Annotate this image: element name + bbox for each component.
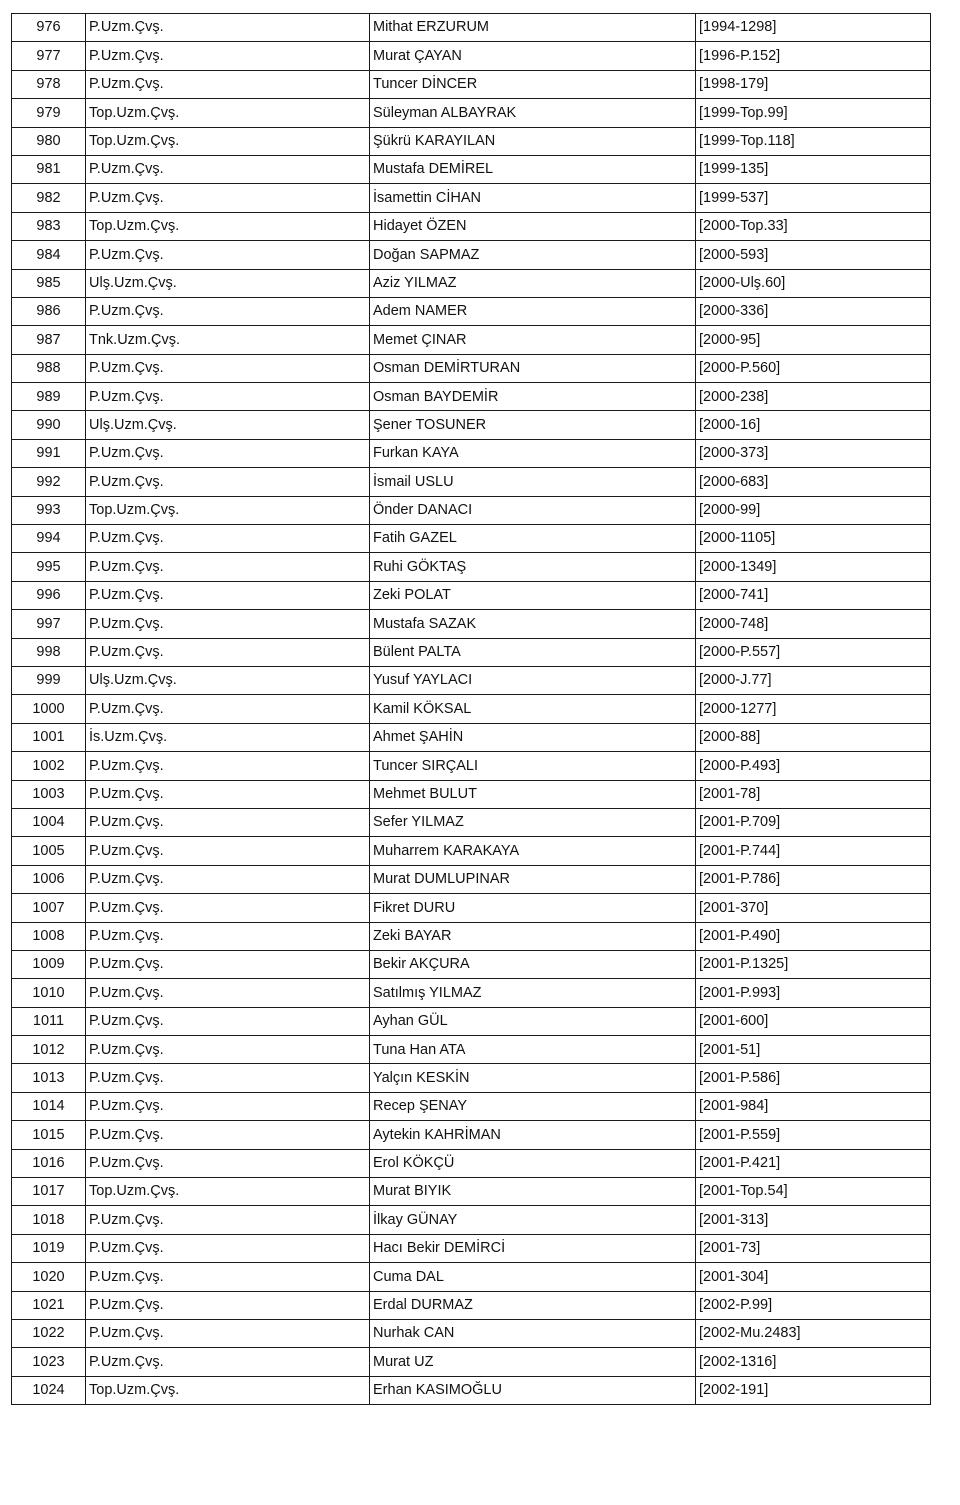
table-row [12,752,931,780]
table-row [12,496,931,524]
registry-code-cell: [2001-600] [696,1007,931,1035]
table-row [12,1149,931,1177]
registry-code-cell: [2002-1316] [696,1348,931,1376]
full-name-cell: Hidayet ÖZEN [370,212,696,240]
row-number-cell: 983 [12,212,86,240]
registry-code-cell: [2000-P.557] [696,638,931,666]
rank-cell: Top.Uzm.Çvş. [86,1376,370,1404]
full-name-cell: Fatih GAZEL [370,525,696,553]
rank-cell: Top.Uzm.Çvş. [86,496,370,524]
rank-cell: P.Uzm.Çvş. [86,1348,370,1376]
registry-code-cell: [2000-1349] [696,553,931,581]
table-row [12,553,931,581]
table-row [12,780,931,808]
rank-cell: P.Uzm.Çvş. [86,1319,370,1347]
full-name-cell: Mithat ERZURUM [370,14,696,42]
table-row [12,610,931,638]
registry-code-cell: [2001-51] [696,1036,931,1064]
rank-cell: P.Uzm.Çvş. [86,894,370,922]
row-number-cell: 978 [12,70,86,98]
personnel-table [11,13,931,1405]
table-row [12,14,931,42]
table-row [12,383,931,411]
registry-code-cell: [2000-741] [696,581,931,609]
rank-cell: P.Uzm.Çvş. [86,525,370,553]
full-name-cell: Murat ÇAYAN [370,42,696,70]
row-number-cell: 1017 [12,1178,86,1206]
full-name-cell: Süleyman ALBAYRAK [370,99,696,127]
full-name-cell: Tuncer SIRÇALI [370,752,696,780]
full-name-cell: İsmail USLU [370,468,696,496]
row-number-cell: 1009 [12,950,86,978]
full-name-cell: Tuncer DİNCER [370,70,696,98]
registry-code-cell: [2001-P.744] [696,837,931,865]
rank-cell: P.Uzm.Çvş. [86,1291,370,1319]
registry-code-cell: [2000-P.493] [696,752,931,780]
rank-cell: P.Uzm.Çvş. [86,638,370,666]
row-number-cell: 987 [12,326,86,354]
full-name-cell: Doğan SAPMAZ [370,241,696,269]
rank-cell: Top.Uzm.Çvş. [86,99,370,127]
table-row [12,439,931,467]
rank-cell: Ulş.Uzm.Çvş. [86,411,370,439]
full-name-cell: Yalçın KESKİN [370,1064,696,1092]
rank-cell: P.Uzm.Çvş. [86,553,370,581]
table-row [12,1092,931,1120]
row-number-cell: 1005 [12,837,86,865]
rank-cell: P.Uzm.Çvş. [86,979,370,1007]
rank-cell: P.Uzm.Çvş. [86,865,370,893]
full-name-cell: Osman DEMİRTURAN [370,354,696,382]
table-row [12,468,931,496]
row-number-cell: 1003 [12,780,86,808]
registry-code-cell: [1999-135] [696,155,931,183]
table-row [12,1319,931,1347]
row-number-cell: 1014 [12,1092,86,1120]
registry-code-cell: [2000-1277] [696,695,931,723]
registry-code-cell: [2001-984] [696,1092,931,1120]
full-name-cell: Sefer YILMAZ [370,808,696,836]
row-number-cell: 1010 [12,979,86,1007]
full-name-cell: Ruhi GÖKTAŞ [370,553,696,581]
full-name-cell: Erol KÖKÇÜ [370,1149,696,1177]
registry-code-cell: [2000-1105] [696,525,931,553]
registry-code-cell: [2002-Mu.2483] [696,1319,931,1347]
rank-cell: P.Uzm.Çvş. [86,1234,370,1262]
row-number-cell: 976 [12,14,86,42]
table-row [12,1376,931,1404]
full-name-cell: Murat BIYIK [370,1178,696,1206]
full-name-cell: Adem NAMER [370,297,696,325]
full-name-cell: Recep ŞENAY [370,1092,696,1120]
row-number-cell: 993 [12,496,86,524]
rank-cell: P.Uzm.Çvş. [86,184,370,212]
table-row [12,1064,931,1092]
row-number-cell: 997 [12,610,86,638]
row-number-cell: 1008 [12,922,86,950]
row-number-cell: 999 [12,666,86,694]
row-number-cell: 1019 [12,1234,86,1262]
registry-code-cell: [2001-P.559] [696,1121,931,1149]
row-number-cell: 1023 [12,1348,86,1376]
registry-code-cell: [2000-593] [696,241,931,269]
rank-cell: P.Uzm.Çvş. [86,354,370,382]
registry-code-cell: [2001-P.490] [696,922,931,950]
table-row [12,581,931,609]
full-name-cell: Yusuf YAYLACI [370,666,696,694]
full-name-cell: Satılmış YILMAZ [370,979,696,1007]
rank-cell: P.Uzm.Çvş. [86,1064,370,1092]
table-row [12,269,931,297]
row-number-cell: 979 [12,99,86,127]
table-row [12,837,931,865]
full-name-cell: Nurhak CAN [370,1319,696,1347]
full-name-cell: Osman BAYDEMİR [370,383,696,411]
table-row [12,1036,931,1064]
table-row [12,411,931,439]
rank-cell: P.Uzm.Çvş. [86,695,370,723]
registry-code-cell: [2000-Ulş.60] [696,269,931,297]
registry-code-cell: [2001-Top.54] [696,1178,931,1206]
rank-cell: P.Uzm.Çvş. [86,1263,370,1291]
table-row [12,70,931,98]
table-row [12,865,931,893]
table-row [12,241,931,269]
registry-code-cell: [2001-73] [696,1234,931,1262]
row-number-cell: 1016 [12,1149,86,1177]
registry-code-cell: [2000-P.560] [696,354,931,382]
rank-cell: P.Uzm.Çvş. [86,297,370,325]
full-name-cell: İsamettin CİHAN [370,184,696,212]
rank-cell: P.Uzm.Çvş. [86,808,370,836]
rank-cell: P.Uzm.Çvş. [86,70,370,98]
row-number-cell: 1022 [12,1319,86,1347]
table-row [12,723,931,751]
full-name-cell: Aziz YILMAZ [370,269,696,297]
registry-code-cell: [2000-16] [696,411,931,439]
full-name-cell: Mustafa DEMİREL [370,155,696,183]
table-row [12,1206,931,1234]
full-name-cell: Tuna Han ATA [370,1036,696,1064]
row-number-cell: 990 [12,411,86,439]
row-number-cell: 994 [12,525,86,553]
row-number-cell: 996 [12,581,86,609]
rank-cell: Top.Uzm.Çvş. [86,212,370,240]
registry-code-cell: [1996-P.152] [696,42,931,70]
full-name-cell: Şükrü KARAYILAN [370,127,696,155]
registry-code-cell: [1998-179] [696,70,931,98]
table-row [12,922,931,950]
full-name-cell: Aytekin KAHRİMAN [370,1121,696,1149]
table-row [12,808,931,836]
personnel-table-body [12,14,931,1405]
rank-cell: P.Uzm.Çvş. [86,1149,370,1177]
row-number-cell: 977 [12,42,86,70]
table-row [12,297,931,325]
registry-code-cell: [1999-Top.99] [696,99,931,127]
rank-cell: P.Uzm.Çvş. [86,610,370,638]
rank-cell: P.Uzm.Çvş. [86,14,370,42]
registry-code-cell: [2001-P.1325] [696,950,931,978]
registry-code-cell: [2000-88] [696,723,931,751]
row-number-cell: 992 [12,468,86,496]
registry-code-cell: [2001-304] [696,1263,931,1291]
registry-code-cell: [1999-537] [696,184,931,212]
table-row [12,354,931,382]
rank-cell: P.Uzm.Çvş. [86,1121,370,1149]
table-row [12,1121,931,1149]
document-page [11,13,930,1405]
registry-code-cell: [2000-373] [696,439,931,467]
registry-code-cell: [2001-P.421] [696,1149,931,1177]
table-row [12,1263,931,1291]
rank-cell: P.Uzm.Çvş. [86,950,370,978]
registry-code-cell: [2000-Top.33] [696,212,931,240]
rank-cell: Ulş.Uzm.Çvş. [86,269,370,297]
table-row [12,212,931,240]
row-number-cell: 989 [12,383,86,411]
table-row [12,99,931,127]
full-name-cell: Cuma DAL [370,1263,696,1291]
full-name-cell: Murat UZ [370,1348,696,1376]
row-number-cell: 988 [12,354,86,382]
table-row [12,950,931,978]
rank-cell: P.Uzm.Çvş. [86,581,370,609]
table-row [12,326,931,354]
table-row [12,525,931,553]
row-number-cell: 1012 [12,1036,86,1064]
rank-cell: P.Uzm.Çvş. [86,1036,370,1064]
row-number-cell: 1024 [12,1376,86,1404]
table-row [12,979,931,1007]
full-name-cell: Furkan KAYA [370,439,696,467]
full-name-cell: Zeki BAYAR [370,922,696,950]
row-number-cell: 1013 [12,1064,86,1092]
rank-cell: P.Uzm.Çvş. [86,241,370,269]
rank-cell: P.Uzm.Çvş. [86,922,370,950]
table-row [12,127,931,155]
row-number-cell: 1006 [12,865,86,893]
row-number-cell: 1007 [12,894,86,922]
registry-code-cell: [2000-99] [696,496,931,524]
registry-code-cell: [2001-P.709] [696,808,931,836]
registry-code-cell: [2001-P.993] [696,979,931,1007]
rank-cell: P.Uzm.Çvş. [86,155,370,183]
registry-code-cell: [1999-Top.118] [696,127,931,155]
rank-cell: P.Uzm.Çvş. [86,383,370,411]
table-row [12,42,931,70]
full-name-cell: Önder DANACI [370,496,696,524]
row-number-cell: 982 [12,184,86,212]
registry-code-cell: [2002-191] [696,1376,931,1404]
full-name-cell: Kamil KÖKSAL [370,695,696,723]
row-number-cell: 995 [12,553,86,581]
table-row [12,638,931,666]
registry-code-cell: [2000-336] [696,297,931,325]
registry-code-cell: [2000-J.77] [696,666,931,694]
row-number-cell: 1015 [12,1121,86,1149]
row-number-cell: 980 [12,127,86,155]
row-number-cell: 1000 [12,695,86,723]
registry-code-cell: [2001-370] [696,894,931,922]
rank-cell: P.Uzm.Çvş. [86,42,370,70]
rank-cell: Tnk.Uzm.Çvş. [86,326,370,354]
full-name-cell: Bekir AKÇURA [370,950,696,978]
row-number-cell: 981 [12,155,86,183]
table-row [12,695,931,723]
full-name-cell: Ahmet ŞAHİN [370,723,696,751]
row-number-cell: 1002 [12,752,86,780]
registry-code-cell: [2002-P.99] [696,1291,931,1319]
rank-cell: P.Uzm.Çvş. [86,752,370,780]
registry-code-cell: [2001-78] [696,780,931,808]
registry-code-cell: [2001-P.586] [696,1064,931,1092]
rank-cell: P.Uzm.Çvş. [86,468,370,496]
full-name-cell: Hacı Bekir DEMİRCİ [370,1234,696,1262]
full-name-cell: Ayhan GÜL [370,1007,696,1035]
row-number-cell: 986 [12,297,86,325]
rank-cell: Top.Uzm.Çvş. [86,1178,370,1206]
rank-cell: İs.Uzm.Çvş. [86,723,370,751]
full-name-cell: Fikret DURU [370,894,696,922]
full-name-cell: Şener TOSUNER [370,411,696,439]
rank-cell: P.Uzm.Çvş. [86,439,370,467]
full-name-cell: Erhan KASIMOĞLU [370,1376,696,1404]
row-number-cell: 1011 [12,1007,86,1035]
rank-cell: Top.Uzm.Çvş. [86,127,370,155]
registry-code-cell: [2001-313] [696,1206,931,1234]
rank-cell: Ulş.Uzm.Çvş. [86,666,370,694]
row-number-cell: 985 [12,269,86,297]
registry-code-cell: [1994-1298] [696,14,931,42]
row-number-cell: 984 [12,241,86,269]
rank-cell: P.Uzm.Çvş. [86,1206,370,1234]
row-number-cell: 1018 [12,1206,86,1234]
registry-code-cell: [2000-238] [696,383,931,411]
registry-code-cell: [2000-95] [696,326,931,354]
table-row [12,1291,931,1319]
row-number-cell: 991 [12,439,86,467]
full-name-cell: Memet ÇINAR [370,326,696,354]
table-row [12,666,931,694]
table-row [12,184,931,212]
full-name-cell: Mehmet BULUT [370,780,696,808]
row-number-cell: 998 [12,638,86,666]
full-name-cell: Erdal DURMAZ [370,1291,696,1319]
full-name-cell: Bülent PALTA [370,638,696,666]
full-name-cell: Murat DUMLUPINAR [370,865,696,893]
rank-cell: P.Uzm.Çvş. [86,1007,370,1035]
table-row [12,894,931,922]
registry-code-cell: [2000-748] [696,610,931,638]
full-name-cell: Muharrem KARAKAYA [370,837,696,865]
rank-cell: P.Uzm.Çvş. [86,1092,370,1120]
rank-cell: P.Uzm.Çvş. [86,837,370,865]
table-row [12,1348,931,1376]
full-name-cell: Zeki POLAT [370,581,696,609]
rank-cell: P.Uzm.Çvş. [86,780,370,808]
table-row [12,1007,931,1035]
table-row [12,155,931,183]
row-number-cell: 1001 [12,723,86,751]
row-number-cell: 1020 [12,1263,86,1291]
full-name-cell: İlkay GÜNAY [370,1206,696,1234]
table-row [12,1234,931,1262]
row-number-cell: 1021 [12,1291,86,1319]
registry-code-cell: [2000-683] [696,468,931,496]
table-row [12,1178,931,1206]
row-number-cell: 1004 [12,808,86,836]
full-name-cell: Mustafa SAZAK [370,610,696,638]
registry-code-cell: [2001-P.786] [696,865,931,893]
